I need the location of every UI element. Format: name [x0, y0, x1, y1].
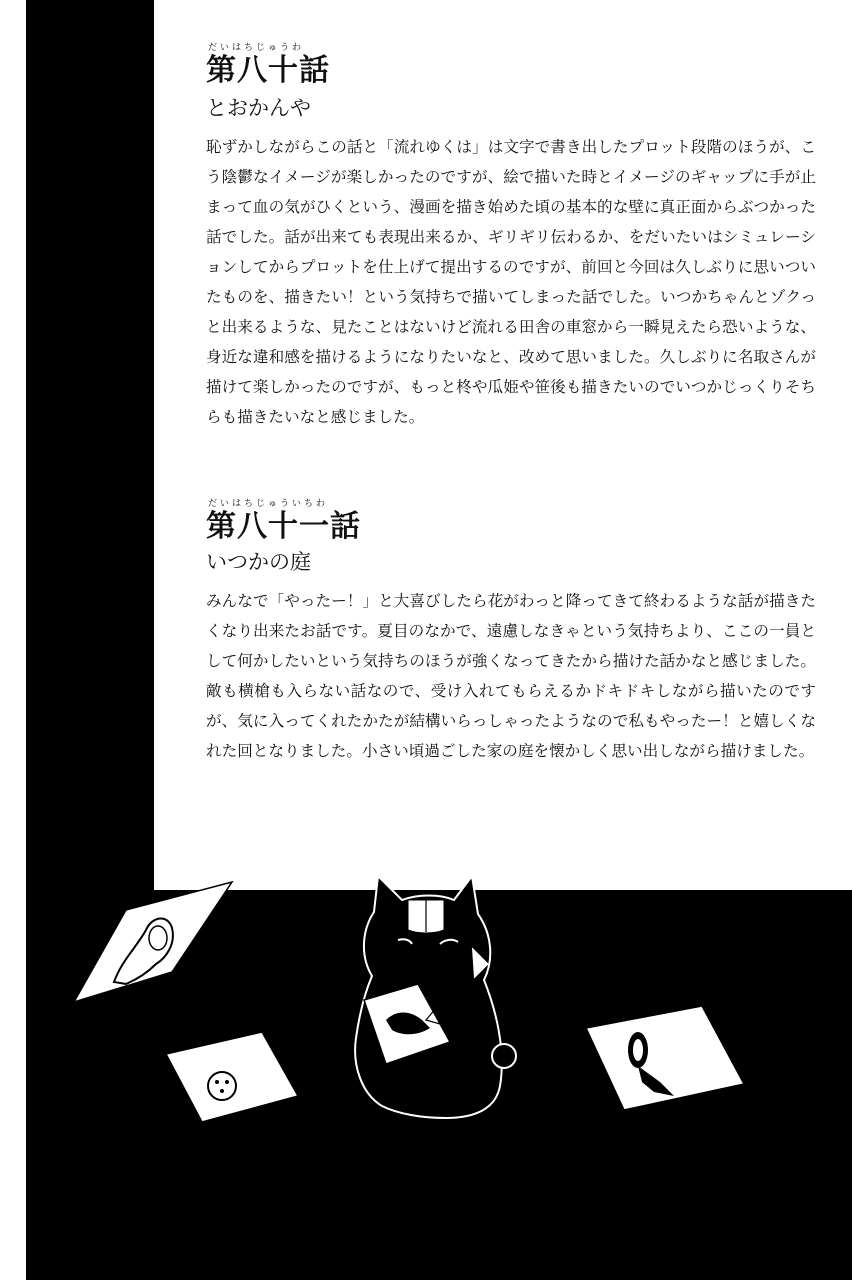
- chapter-81-title: 第八十話: [206, 53, 330, 88]
- cat-illustration: [26, 860, 852, 1280]
- drawing-paper-face: [166, 1032, 298, 1122]
- chapter-81-subtitle: とおかんや: [206, 96, 311, 120]
- drawing-paper-figure: [586, 1006, 744, 1110]
- drawing-paper-ghost: [74, 882, 232, 1002]
- chapter-81-ruby: だいはちじゅうわ: [208, 43, 305, 53]
- chapter-82-ruby: だいはちじゅういちわ: [208, 499, 329, 509]
- left-margin: [0, 0, 26, 1280]
- chapter-82-title: 第八十一話: [206, 509, 361, 544]
- cat-figure: [355, 876, 516, 1118]
- text-page: [154, 0, 852, 890]
- chapter-81-body: 恥ずかしながらこの話と「流れゆくは」は文字で書き出したプロット段階のほうが、こう陰鬱なイメージが楽しかったのですが、絵で描いた時とイメージのギャップに手が止まって血の気がひくという、漫画を描き始めた頃の基本的な壁に真正面からぶつかった話でした。話が出来ても表現出来るか、ギリギリ伝わるか、をだいたいはシミュレーションしてからプロットを仕上げて提出するのですが、前回と今回は久しぶりに思いついたものを、描きたい！という気持ちで描いてしまった話でした。いつかちゃんとゾクっと出来るような、見たことはないけど流れる田舎の車窓から一瞬見えたら恐いような、身近な違和感を描けるようになりたいなと、改めて思いました。久しぶりに名取さんが描けて楽しかったのですが、もっと柊や瓜姫や笹後も描きたいのでいつかじっくりそちらも描きたいなと感じました。: [206, 138, 816, 426]
- chapter-82-subtitle: いつかの庭: [206, 550, 311, 574]
- chapter-81-section: [206, 42, 816, 432]
- chapter-82-body: みんなで「やったー！」と大喜びしたら花がわっと降ってきて終わるような話が描きたくなり出来たお話です。夏目のなかで、遠慮しなきゃという気持ちより、ここの一員として何かしたいという気持ちのほうが強くなってきたから描けた話かなと感じました。敵も横槍も入らない話なので、受け入れてもらえるかドキドキしながら描いたのですが、気に入ってくれたかたが結構いらっしゃったようなので私もやったー！と嬉しくなれた回となりました。小さい頃過ごした家の庭を懐かしく思い出しながら描けました。: [206, 592, 816, 760]
- chapter-82-section: [206, 498, 816, 766]
